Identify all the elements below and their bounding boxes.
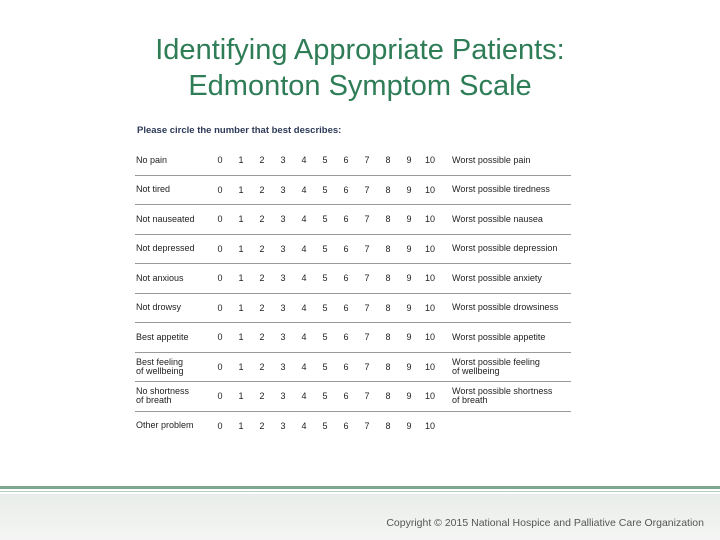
symptom-row — [135, 382, 571, 412]
scale-number-0[interactable]: 0 — [217, 155, 223, 166]
scale-number-3[interactable]: 3 — [280, 302, 286, 313]
scale-number-8[interactable]: 8 — [385, 214, 391, 225]
scale-number-2[interactable]: 2 — [259, 420, 265, 431]
scale-number-10[interactable]: 10 — [424, 332, 435, 343]
scale-number-5[interactable]: 5 — [322, 243, 328, 254]
symptom-worst-label: Worst possible depression — [452, 243, 558, 254]
scale-number-1[interactable]: 1 — [238, 391, 244, 402]
slide-title-line1: Identifying Appropriate Patients: — [155, 34, 565, 66]
scale-number-3[interactable]: 3 — [280, 361, 286, 372]
scale-number-9[interactable]: 9 — [406, 332, 412, 343]
scale-number-4[interactable]: 4 — [301, 155, 307, 166]
scale-number-5[interactable]: 5 — [322, 302, 328, 313]
scale-number-3[interactable]: 3 — [280, 155, 286, 166]
symptom-row — [135, 264, 571, 294]
symptom-worst-label: Worst possible appetite — [452, 331, 546, 342]
scale-number-0[interactable]: 0 — [217, 420, 223, 431]
scale-number-6[interactable]: 6 — [343, 155, 349, 166]
symptom-best-label: No pain — [136, 154, 168, 165]
scale-number-3[interactable]: 3 — [280, 273, 286, 284]
scale-number-6[interactable]: 6 — [343, 214, 349, 225]
scale-number-3[interactable]: 3 — [280, 391, 286, 402]
scale-number-5[interactable]: 5 — [322, 420, 328, 431]
scale-number-8[interactable]: 8 — [385, 420, 391, 431]
scale-number-9[interactable]: 9 — [406, 302, 412, 313]
scale-number-8[interactable]: 8 — [385, 243, 391, 254]
scale-number-6[interactable]: 6 — [343, 391, 349, 402]
scale-number-8[interactable]: 8 — [385, 391, 391, 402]
scale-number-4[interactable]: 4 — [301, 391, 307, 402]
scale-number-5[interactable]: 5 — [322, 184, 328, 195]
scale-number-2[interactable]: 2 — [259, 361, 265, 372]
scale-number-7[interactable]: 7 — [364, 420, 370, 431]
scale-number-10[interactable]: 10 — [424, 361, 435, 372]
scale-number-2[interactable]: 2 — [259, 273, 265, 284]
scale-number-4[interactable]: 4 — [301, 214, 307, 225]
scale-number-10[interactable]: 10 — [424, 273, 435, 284]
scale-number-4[interactable]: 4 — [301, 184, 307, 195]
scale-number-7[interactable]: 7 — [364, 214, 370, 225]
scale-number-5[interactable]: 5 — [322, 273, 328, 284]
scale-number-10[interactable]: 10 — [424, 420, 435, 431]
symptom-best-label: Best appetite — [136, 331, 189, 342]
scale-number-1[interactable]: 1 — [238, 273, 244, 284]
symptom-best-label: Other problem — [136, 420, 194, 431]
copyright-notice: Copyright © 2015 National Hospice and Palliative Care Organization — [386, 517, 704, 529]
scale-number-1[interactable]: 1 — [238, 155, 244, 166]
scale-number-2[interactable]: 2 — [259, 155, 265, 166]
scale-number-3[interactable]: 3 — [280, 243, 286, 254]
scale-number-7[interactable]: 7 — [364, 273, 370, 284]
scale-number-10[interactable]: 10 — [424, 214, 435, 225]
scale-number-9[interactable]: 9 — [406, 273, 412, 284]
scale-number-4[interactable]: 4 — [301, 243, 307, 254]
scale-number-7[interactable]: 7 — [364, 155, 370, 166]
scale-number-0[interactable]: 0 — [217, 302, 223, 313]
symptom-best-label: Not drowsy — [136, 302, 182, 313]
scale-number-2[interactable]: 2 — [259, 391, 265, 402]
scale-number-4[interactable]: 4 — [301, 420, 307, 431]
scale-number-1[interactable]: 1 — [238, 361, 244, 372]
scale-number-1[interactable]: 1 — [238, 420, 244, 431]
scale-number-2[interactable]: 2 — [259, 184, 265, 195]
scale-number-9[interactable]: 9 — [406, 184, 412, 195]
scale-number-8[interactable]: 8 — [385, 332, 391, 343]
symptom-worst-label: Worst possible anxiety — [452, 272, 542, 283]
symptom-row — [135, 146, 571, 176]
scale-number-0[interactable]: 0 — [217, 361, 223, 372]
scale-number-1[interactable]: 1 — [238, 214, 244, 225]
scale-number-0[interactable]: 0 — [217, 273, 223, 284]
scale-number-4[interactable]: 4 — [301, 273, 307, 284]
symptom-best-label: Best feeling of wellbeing — [136, 356, 184, 376]
symptom-worst-label — [452, 412, 572, 441]
footer-divider — [0, 486, 720, 489]
scale-number-3[interactable]: 3 — [280, 214, 286, 225]
symptom-best-label: No shortness of breath — [136, 386, 190, 406]
scale-number-10[interactable]: 10 — [424, 243, 435, 254]
slide-title-line2: Edmonton Symptom Scale — [188, 70, 532, 102]
scale-number-1[interactable]: 1 — [238, 302, 244, 313]
scale-number-2[interactable]: 2 — [259, 302, 265, 313]
symptom-best-label: Not depressed — [136, 243, 195, 254]
scale-number-0[interactable]: 0 — [217, 243, 223, 254]
scale-number-2[interactable]: 2 — [259, 332, 265, 343]
scale-number-9[interactable]: 9 — [406, 214, 412, 225]
scale-number-9[interactable]: 9 — [406, 391, 412, 402]
scale-number-9[interactable]: 9 — [406, 420, 412, 431]
symptom-best-label: Not anxious — [136, 272, 184, 283]
scale-number-5[interactable]: 5 — [322, 332, 328, 343]
symptom-best-label: Not nauseated — [136, 213, 195, 224]
scale-number-6[interactable]: 6 — [343, 243, 349, 254]
scale-number-6[interactable]: 6 — [343, 420, 349, 431]
scale-number-1[interactable]: 1 — [238, 184, 244, 195]
scale-number-10[interactable]: 10 — [424, 391, 435, 402]
symptom-scale-table — [135, 146, 571, 431]
scale-number-9[interactable]: 9 — [406, 155, 412, 166]
symptom-row — [135, 294, 571, 324]
scale-number-8[interactable]: 8 — [385, 155, 391, 166]
scale-number-3[interactable]: 3 — [280, 184, 286, 195]
scale-number-4[interactable]: 4 — [301, 332, 307, 343]
scale-number-5[interactable]: 5 — [322, 361, 328, 372]
scale-number-1[interactable]: 1 — [238, 243, 244, 254]
scale-number-0[interactable]: 0 — [217, 214, 223, 225]
footer-divider-thin — [0, 491, 720, 492]
symptom-row — [135, 176, 571, 206]
scale-number-8[interactable]: 8 — [385, 302, 391, 313]
scale-number-8[interactable]: 8 — [385, 361, 391, 372]
symptom-worst-label: Worst possible nausea — [452, 213, 543, 224]
scale-number-1[interactable]: 1 — [238, 332, 244, 343]
slide-title — [0, 32, 720, 104]
scale-number-8[interactable]: 8 — [385, 184, 391, 195]
symptom-worst-label: Worst possible shortness of breath — [452, 386, 553, 406]
scale-instruction: Please circle the number that best describes: — [137, 125, 342, 136]
symptom-worst-label: Worst possible pain — [452, 154, 531, 165]
scale-number-2[interactable]: 2 — [259, 214, 265, 225]
symptom-row — [135, 323, 571, 353]
scale-number-6[interactable]: 6 — [343, 184, 349, 195]
scale-number-9[interactable]: 9 — [406, 361, 412, 372]
scale-number-7[interactable]: 7 — [364, 332, 370, 343]
symptom-worst-label: Worst possible drowsiness — [452, 302, 559, 313]
scale-number-10[interactable]: 10 — [424, 302, 435, 313]
symptom-row — [135, 205, 571, 235]
scale-number-7[interactable]: 7 — [364, 391, 370, 402]
scale-number-7[interactable]: 7 — [364, 302, 370, 313]
scale-number-7[interactable]: 7 — [364, 361, 370, 372]
scale-number-3[interactable]: 3 — [280, 332, 286, 343]
scale-number-8[interactable]: 8 — [385, 273, 391, 284]
scale-number-6[interactable]: 6 — [343, 361, 349, 372]
scale-number-0[interactable]: 0 — [217, 332, 223, 343]
symptom-row — [135, 412, 571, 441]
scale-number-6[interactable]: 6 — [343, 302, 349, 313]
scale-number-2[interactable]: 2 — [259, 243, 265, 254]
scale-number-10[interactable]: 10 — [424, 184, 435, 195]
scale-number-7[interactable]: 7 — [364, 243, 370, 254]
scale-number-5[interactable]: 5 — [322, 391, 328, 402]
scale-number-9[interactable]: 9 — [406, 243, 412, 254]
scale-number-4[interactable]: 4 — [301, 302, 307, 313]
scale-number-7[interactable]: 7 — [364, 184, 370, 195]
scale-number-6[interactable]: 6 — [343, 332, 349, 343]
scale-number-6[interactable]: 6 — [343, 273, 349, 284]
scale-number-4[interactable]: 4 — [301, 361, 307, 372]
symptom-row — [135, 353, 571, 383]
scale-number-5[interactable]: 5 — [322, 155, 328, 166]
scale-number-10[interactable]: 10 — [424, 155, 435, 166]
symptom-best-label: Not tired — [136, 184, 171, 195]
symptom-row — [135, 235, 571, 265]
scale-number-0[interactable]: 0 — [217, 184, 223, 195]
scale-number-5[interactable]: 5 — [322, 214, 328, 225]
scale-number-3[interactable]: 3 — [280, 420, 286, 431]
symptom-worst-label: Worst possible tiredness — [452, 184, 550, 195]
symptom-worst-label: Worst possible feeling of wellbeing — [452, 356, 540, 376]
scale-number-0[interactable]: 0 — [217, 391, 223, 402]
